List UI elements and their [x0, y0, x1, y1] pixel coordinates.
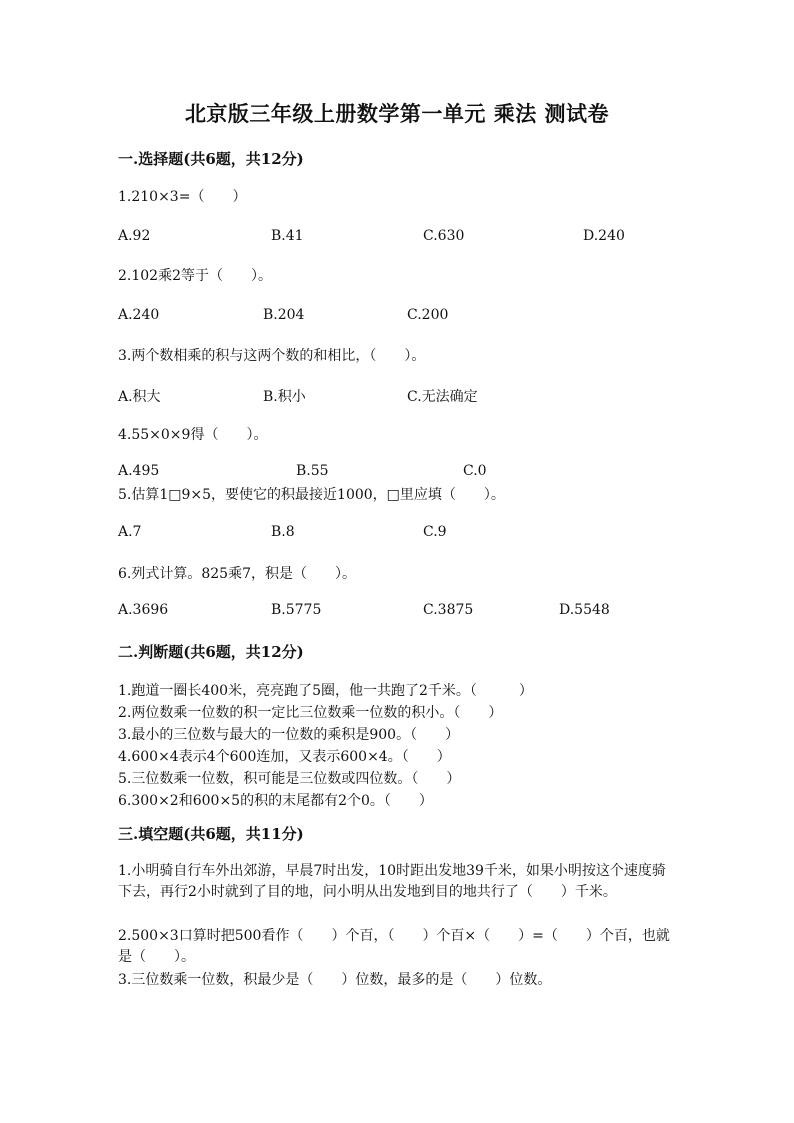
choice-4-option-a: A.495: [118, 463, 160, 479]
choice-6-option-a: A.3696: [118, 602, 169, 618]
section-fill-heading: 三.填空题(共6题，共11分): [118, 825, 304, 843]
choice-5-option-b: B.8: [271, 524, 295, 540]
choice-question-6: 6.列式计算。825乘7，积是（ ）。: [118, 566, 356, 582]
fill-item-2: 2.500×3口算时把500看作（ ）个百，（ ）个百×（ ）=（ ）个百，也就是（ ）。: [118, 928, 670, 965]
choice-4-option-c: C.0: [463, 463, 487, 479]
page-title: 北京版三年级上册数学第一单元 乘法 测试卷: [184, 101, 610, 126]
choice-question-5: 5.估算1□9×5，要使它的积最接近1000，□里应填（ ）。: [118, 487, 505, 503]
judge-item-2: 2.两位数乘一位数的积一定比三位数乘一位数的积小。（ ）: [118, 705, 503, 721]
choice-5-option-c: C.9: [423, 524, 447, 540]
choice-6-option-d: D.5548: [559, 602, 610, 618]
choice-3-option-b: B.积小: [263, 389, 306, 405]
choice-3-option-c: C.无法确定: [407, 389, 478, 405]
choice-1-option-a: A.92: [118, 228, 151, 244]
choice-3-option-a: A.积大: [118, 389, 161, 405]
choice-5-option-a: A.7: [118, 524, 142, 540]
judge-item-3: 3.最小的三位数与最大的一位数的乘积是900。（ ）: [118, 727, 460, 743]
fill-item-3: 3.三位数乘一位数，积最少是（ ）位数，最多的是（ ）位数。: [118, 972, 552, 988]
choice-2-option-b: B.204: [263, 307, 305, 323]
judge-item-5: 5.三位数乘一位数，积可能是三位数或四位数。（ ）: [118, 771, 461, 787]
choice-question-4: 4.55×0×9得（ ）。: [118, 427, 268, 443]
judge-item-1: 1.跑道一圈长400米，亮亮跑了5圈，他一共跑了2千米。（ ）: [118, 683, 533, 699]
choice-question-2: 2.102乘2等于（ ）。: [118, 268, 272, 284]
choice-1-option-c: C.630: [423, 228, 465, 244]
choice-2-option-c: C.200: [407, 307, 449, 323]
choice-6-option-b: B.5775: [271, 602, 322, 618]
choice-1-option-b: B.41: [271, 228, 304, 244]
section-choice-heading: 一.选择题(共6题，共12分): [118, 150, 304, 168]
choice-1-option-d: D.240: [583, 228, 625, 244]
judge-item-4: 4.600×4表示4个600连加，又表示600×4。（ ）: [118, 749, 451, 765]
choice-6-option-c: C.3875: [423, 602, 474, 618]
choice-4-option-b: B.55: [296, 463, 329, 479]
judge-item-6: 6.300×2和600×5的积的末尾都有2个0。（ ）: [118, 793, 433, 809]
choice-question-1: 1.210×3=（ ）: [118, 189, 247, 205]
fill-item-1: 1.小明骑自行车外出郊游，早晨7时出发，10时距出发地39千米，如果小明按这个速度骑下去，再行2小时就到了目的地，问小明从出发地到目的地共行了（ ）千米。: [118, 863, 666, 900]
choice-question-3: 3.两个数相乘的积与这两个数的和相比，（ ）。: [118, 348, 426, 364]
choice-2-option-a: A.240: [118, 307, 160, 323]
section-judge-heading: 二.判断题(共6题，共12分): [118, 643, 304, 661]
